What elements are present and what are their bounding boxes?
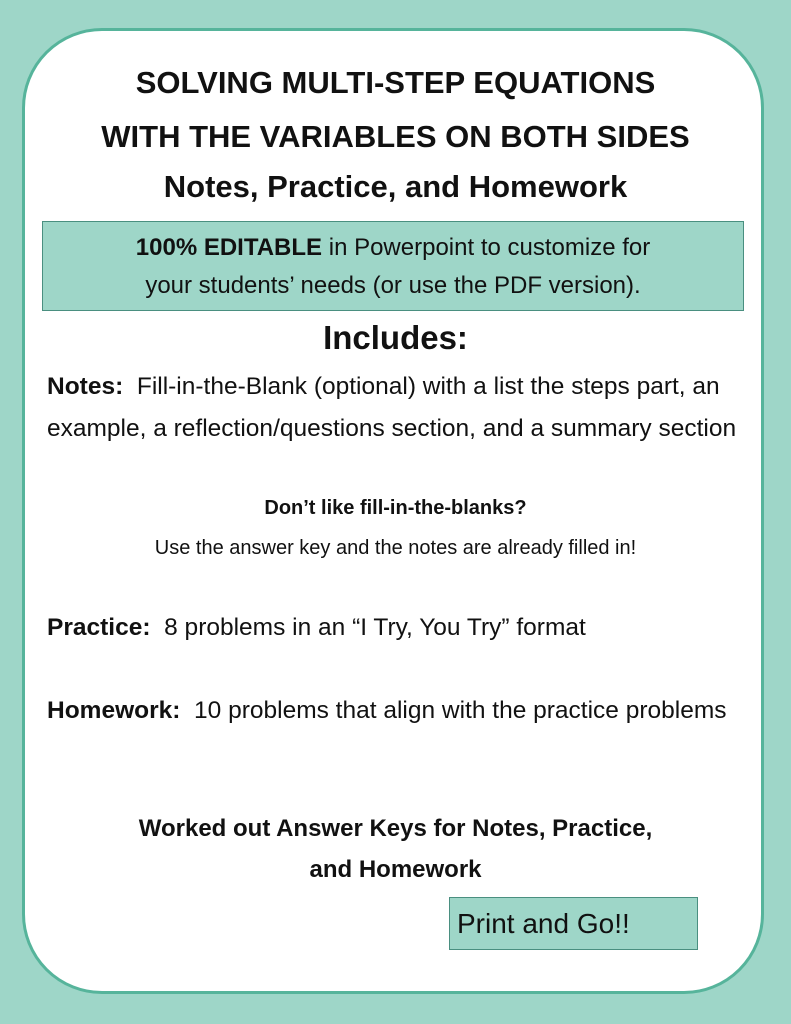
subtitle: Notes, Practice, and Homework: [163, 169, 628, 204]
homework-text: 10 problems that align with the practice problems: [180, 697, 727, 724]
editable-callout: [42, 221, 744, 311]
practice-text: 8 problems in an “I Try, You Try” format: [150, 614, 586, 641]
practice-section: [47, 607, 747, 649]
includes-heading: Includes:: [323, 319, 468, 356]
worked-out-answer-keys: [40, 808, 751, 890]
notes-label: Notes:: [47, 373, 124, 400]
dislike-question: Don’t like fill-in-the-blanks?: [264, 497, 527, 519]
homework-label: Homework:: [47, 697, 181, 724]
practice-label: Practice:: [47, 614, 151, 641]
answer-key-note: Use the answer key and the notes are already filled in!: [154, 537, 637, 559]
title-line-1: SOLVING MULTI-STEP EQUATIONS: [135, 65, 656, 100]
notes-section: [47, 366, 747, 450]
editable-text-a: in Powerpoint to customize for: [322, 234, 651, 261]
editable-bold: 100% EDITABLE: [135, 234, 323, 261]
worked-out-line-2: and Homework: [309, 856, 482, 883]
worked-out-line-1: Worked out Answer Keys for Notes, Practice,: [138, 815, 653, 842]
editable-text-b: your students’ needs (or use the PDF version).: [145, 272, 641, 299]
print-and-go-badge: Print and Go!!: [449, 897, 698, 950]
notes-text: Fill-in-the-Blank (optional) with a list the steps part, an example, a reflection/questions section, and a summary section: [47, 373, 737, 442]
title-line-2: WITH THE VARIABLES ON BOTH SIDES: [101, 119, 690, 154]
homework-section: [47, 690, 747, 732]
